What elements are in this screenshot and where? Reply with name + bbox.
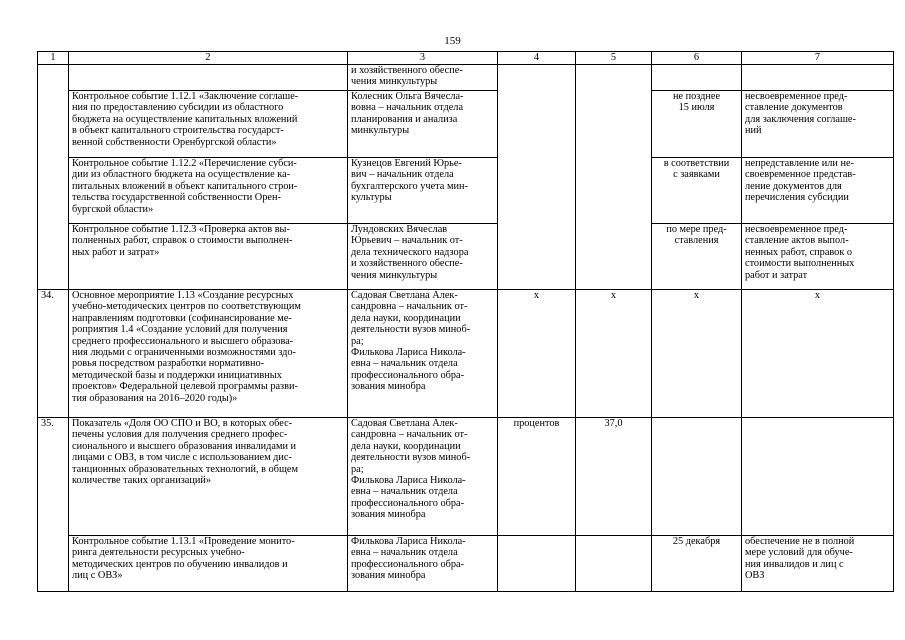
row-number-cell [38, 65, 69, 91]
column-header: 3 [348, 52, 498, 65]
value-cell: х [576, 290, 652, 418]
event-name-cell [69, 65, 348, 91]
risk-cell [742, 65, 894, 91]
page-number: 159 [444, 35, 461, 47]
row-number-cell [38, 536, 69, 592]
deadline-cell: по мере пред- ставления [652, 224, 742, 290]
responsible-cell: Садовая Светлана Алек- сандровна – начальник от- дела науки, координации деятельности вузов миноб- ра; Филькова Лариса Никола- евна – начальник отдела профессионального обра- зования минобра [348, 290, 498, 418]
deadline-cell: в соответствии с заявками [652, 158, 742, 224]
responsible-cell: Лундовских Вячеслав Юрьевич – начальник от- дела технического надзора и хозяйственного обеспе- чения минкультуры [348, 224, 498, 290]
deadline-cell: х [652, 290, 742, 418]
value-cell [576, 65, 652, 290]
table-row [38, 536, 894, 592]
unit-cell [498, 65, 576, 290]
row-number-cell: 35. [38, 418, 69, 536]
risk-cell: несвоевременное пред- ставление документов для заключения соглаше- ний [742, 91, 894, 158]
responsible-cell: и хозяйственного обеспе- чения минкультуры [348, 65, 498, 91]
row-number-cell [38, 91, 69, 158]
row-number-cell [38, 224, 69, 290]
column-header: 5 [576, 52, 652, 65]
event-name-cell: Контрольное событие 1.12.2 «Перечисление субси- дии из областного бюджета на осуществление ка- питальных вложений в объект капитального строи- тельства государственной собственности Орен- бургской области» [69, 158, 348, 224]
table-row [38, 158, 894, 224]
column-header: 2 [69, 52, 348, 65]
table-row [38, 418, 894, 536]
deadline-cell: 25 декабря [652, 536, 742, 592]
program-table [37, 51, 894, 592]
responsible-cell: Колесник Ольга Вячесла- вовна – начальник отдела планирования и анализа минкультуры [348, 91, 498, 158]
deadline-cell [652, 65, 742, 91]
deadline-cell: не позднее 15 июля [652, 91, 742, 158]
event-name-cell: Контрольное событие 1.12.3 «Проверка актов вы- полненных работ, справок о стоимости выполнен- ных работ и затрат» [69, 224, 348, 290]
table-row [38, 290, 894, 418]
table-row [38, 91, 894, 158]
event-name-cell: Показатель «Доля ОО СПО и ВО, в которых обес- печены условия для получения среднего профес- сионального и высшего образования инвалидами и лицами с ОВЗ, в том числе с использованием дис- танционных образовательных технологий, в общем количестве таких организаций» [69, 418, 348, 536]
value-cell: 37,0 [576, 418, 652, 536]
row-number-cell [38, 158, 69, 224]
column-header: 1 [38, 52, 69, 65]
column-header: 4 [498, 52, 576, 65]
table-row [38, 224, 894, 290]
row-number-cell: 34. [38, 290, 69, 418]
value-cell [576, 536, 652, 592]
unit-cell: процентов [498, 418, 576, 536]
column-header: 6 [652, 52, 742, 65]
event-name-cell: Контрольное событие 1.13.1 «Проведение монито- ринга деятельности ресурсных учебно- методических центров по обучению инвалидов и лиц с ОВЗ» [69, 536, 348, 592]
table-row [38, 65, 894, 91]
risk-cell: обеспечение не в полной мере условий для обуче- ния инвалидов и лиц с ОВЗ [742, 536, 894, 592]
column-header: 7 [742, 52, 894, 65]
risk-cell: несвоевременное пред- ставление актов выпол- ненных работ, справок о стоимости выполненных работ и затрат [742, 224, 894, 290]
responsible-cell: Кузнецов Евгений Юрье- вич – начальник отдела бухгалтерского учета мин- культуры [348, 158, 498, 224]
risk-cell [742, 418, 894, 536]
unit-cell [498, 536, 576, 592]
table-header-row [38, 52, 894, 65]
deadline-cell [652, 418, 742, 536]
responsible-cell: Филькова Лариса Никола- евна – начальник отдела профессионального обра- зования минобра [348, 536, 498, 592]
responsible-cell: Садовая Светлана Алек- сандровна – начальник от- дела науки, координации деятельности вузов миноб- ра; Филькова Лариса Никола- евна – начальник отдела профессионального обра- зования минобра [348, 418, 498, 536]
unit-cell: х [498, 290, 576, 418]
risk-cell: непредставление или не- своевременное представ- ление документов для перечисления субсидии [742, 158, 894, 224]
event-name-cell: Основное мероприятие 1.13 «Создание ресурсных учебно-методических центров по соответствующим направлениям подготовки (софинансирование ме- роприятия 1.4 «Создание условий для получения среднего профессионального и высшего образова- ния людьми с ограниченными возможностями здо- ровья посредством разработки нормативно- методической базы и поддержки инициативных проектов» Федеральной целевой программы разви- тия образования на 2016–2020 годы)» [69, 290, 348, 418]
risk-cell: х [742, 290, 894, 418]
event-name-cell: Контрольное событие 1.12.1 «Заключение соглаше- ния по предоставлению субсидии из областного бюджета на осуществление капитальных вложений в объект капитального строительства государст- венной собственности Оренбургской области» [69, 91, 348, 158]
